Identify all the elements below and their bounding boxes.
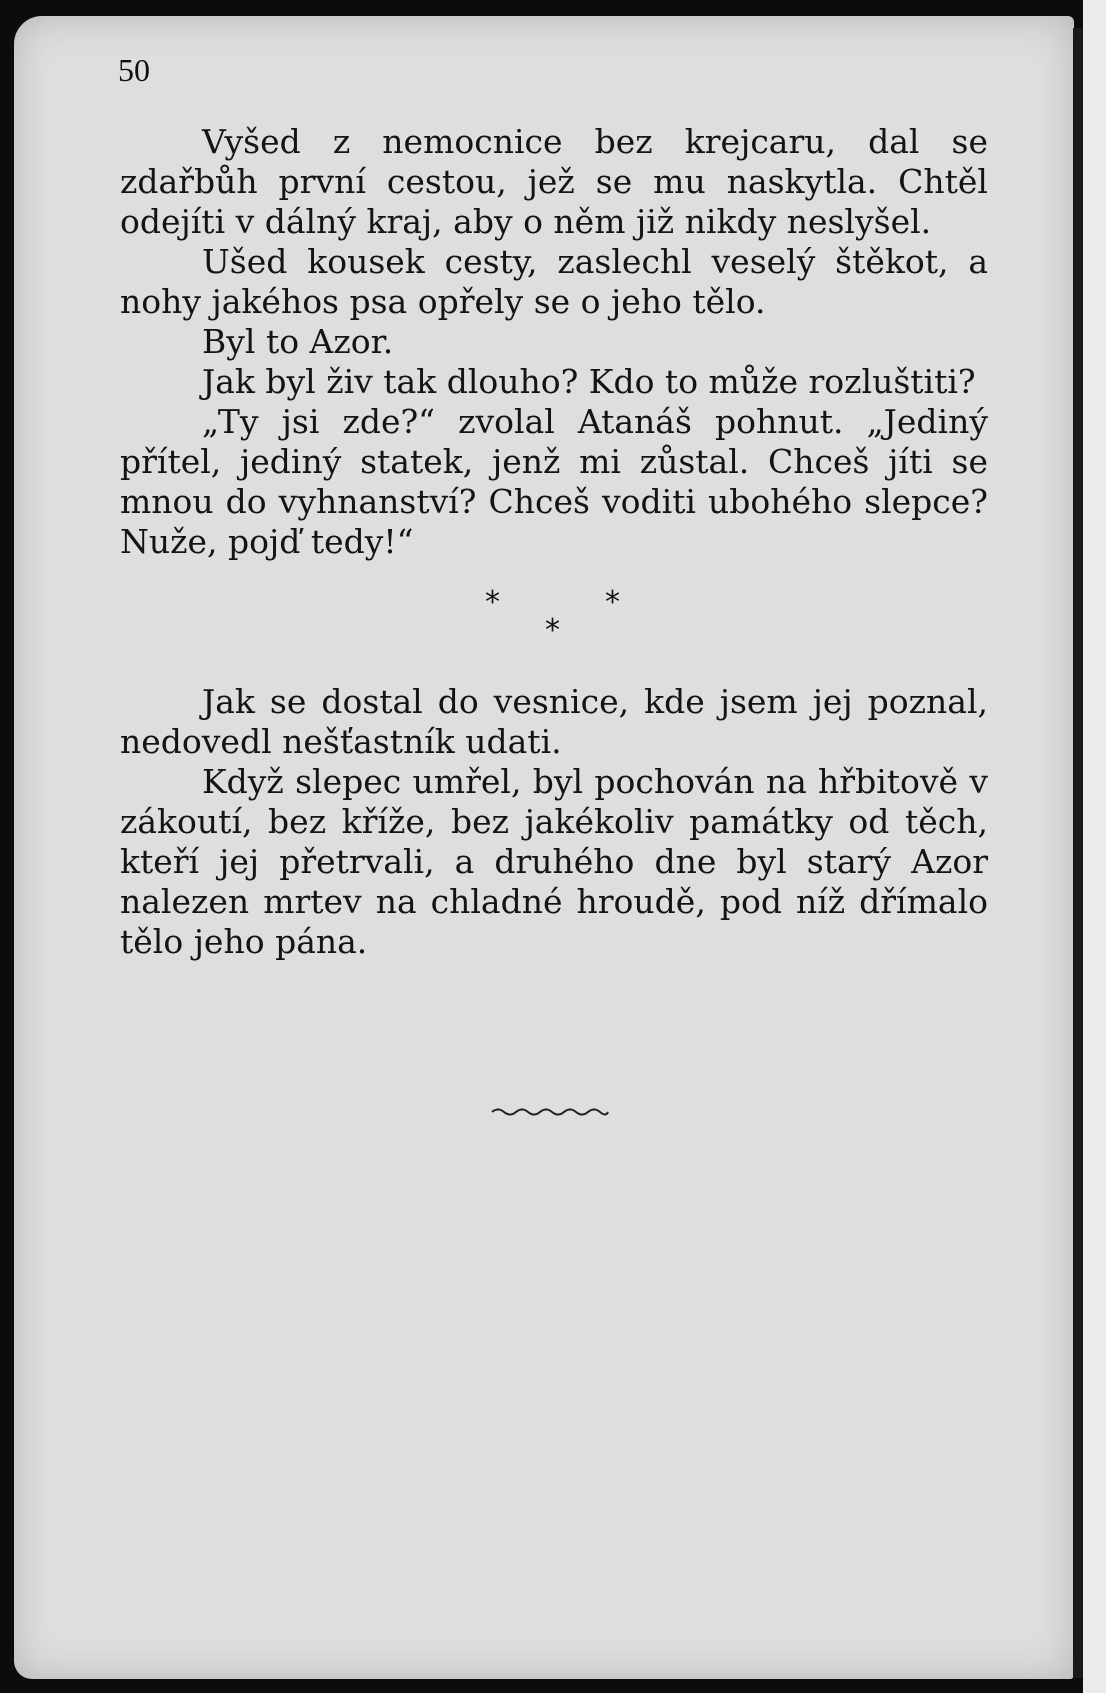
page-binding-edge — [1073, 28, 1083, 1678]
separator-star: * — [545, 613, 560, 648]
separator-star: * — [605, 585, 620, 620]
paragraph: Jak se dostal do vesnice, kde jsem jej poznal, nedovedl nešťastník udati. — [120, 682, 988, 761]
paragraph: Byl to Azor. — [202, 322, 394, 361]
next-page-edge — [1083, 0, 1106, 1693]
separator-star: * — [485, 585, 500, 620]
paragraph: Když slepec umřel, byl pochován na hřbitově v zákoutí, bez kříže, bez jakékoliv památky od těch, kteří jej přetrvali, a druhého dne byl starý Azor nalezen mrtev na chladné hroudě, pod níž dřímalo tělo jeho pána. — [120, 762, 988, 961]
body-text — [120, 122, 988, 962]
section-separator — [120, 562, 988, 682]
paragraph: Jak byl živ tak dlouho? Kdo to může rozluštiti? — [202, 362, 976, 401]
page-number: 50 — [118, 52, 150, 88]
end-flourish — [490, 1104, 610, 1118]
paragraph: „Ty jsi zde?“ zvolal Atanáš pohnut. „Jediný přítel, jediný statek, jenž mi zůstal. Chceš jíti se mnou do vyhnanství? Chceš voditi ubohého slepce? Nuže, pojď tedy!“ — [120, 402, 988, 561]
paragraph: Ušed kousek cesty, zaslechl veselý štěkot, a nohy jakéhos psa opřely se o jeho tělo. — [120, 242, 988, 321]
paragraph: Vyšed z nemocnice bez krejcaru, dal se zdařbůh první cestou, jež se mu naskytla. Chtěl odejíti v dálný kraj, aby o něm již nikdy neslyšel. — [120, 122, 988, 241]
